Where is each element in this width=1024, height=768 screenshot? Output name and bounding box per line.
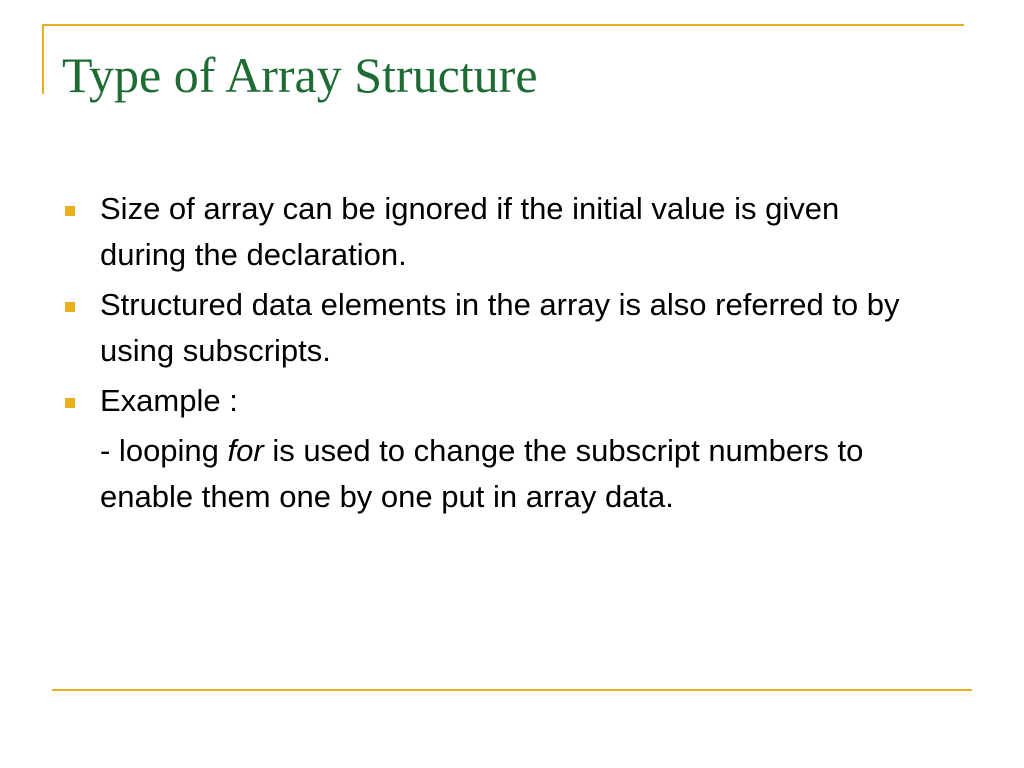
bullet-item: [62, 282, 922, 374]
slide-title: Type of Array Structure: [62, 47, 538, 103]
example-text-prefix: - looping: [100, 433, 228, 468]
top-accent-line: [42, 24, 964, 26]
bullet-list: [62, 186, 922, 520]
bullet-text: Structured data elements in the array is also referred to by using subscripts.: [100, 287, 900, 368]
bullet-text: Example :: [100, 383, 238, 418]
example-text-suffix: is used to change the subscript numbers to enable them one by one put in array data.: [100, 433, 864, 514]
example-paragraph: [62, 428, 922, 520]
bullet-text: Size of array can be ignored if the initial value is given during the declaration.: [100, 191, 840, 272]
bottom-accent-line: [52, 689, 972, 691]
bullet-item: [62, 378, 922, 424]
square-bullet-icon: [65, 398, 75, 408]
left-accent-line: [42, 24, 44, 94]
square-bullet-icon: [65, 206, 75, 216]
square-bullet-icon: [65, 302, 75, 312]
bullet-item: [62, 186, 922, 278]
example-keyword-for: for: [227, 433, 264, 468]
